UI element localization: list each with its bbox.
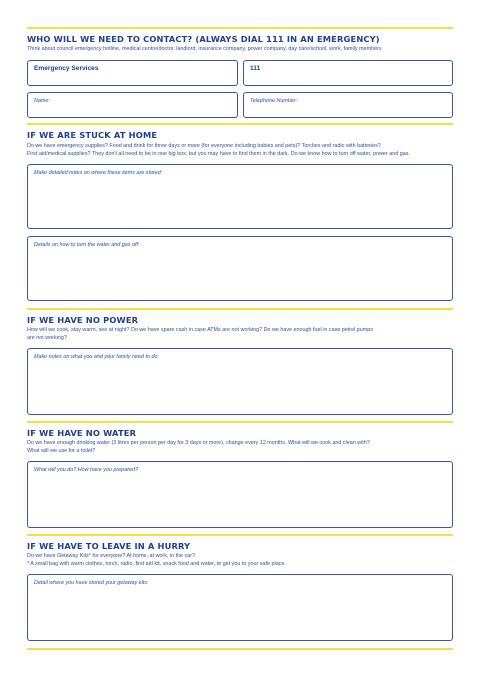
contact-phone-field[interactable] xyxy=(243,92,453,118)
divider-no-power xyxy=(27,308,453,310)
no-water-notes-label: What will you do? How have you prepared? xyxy=(34,467,138,473)
water-gas-notes-label: Details on how to turn the water and gas off: xyxy=(34,242,140,248)
no-water-line-2: What will we use for a toilet? xyxy=(27,448,96,454)
no-power-line-2: are not working? xyxy=(27,335,67,341)
water-gas-notes-field[interactable] xyxy=(27,236,453,301)
emergency-services-label: Emergency Services xyxy=(34,65,99,72)
leave-hurry-heading: IF WE HAVE TO LEAVE IN A HURRY xyxy=(27,541,191,551)
name-label: Name: xyxy=(34,98,50,104)
leave-hurry-line-1: Do we have Getaway Kits* for everyone? At home, at work, in the car? xyxy=(27,553,196,559)
getaway-kits-notes-field[interactable] xyxy=(27,574,453,641)
contact-intro: Think about council emergency hotline, medical centre/doctor, landlord, insurance company, power company, day care/school, work, family members xyxy=(27,46,382,52)
supplies-notes-field[interactable] xyxy=(27,164,453,229)
no-water-notes-field[interactable] xyxy=(27,461,453,528)
no-water-line-1: Do we have enough drinking water (3 litres per person per day for 3 days or more), change every 12 months. What will we cook and clean with? xyxy=(27,440,370,446)
bottom-divider xyxy=(27,648,453,650)
emergency-number-value: 111 xyxy=(250,65,261,72)
no-power-heading: IF WE HAVE NO POWER xyxy=(27,315,139,325)
top-divider xyxy=(27,27,453,29)
contact-heading: WHO WILL WE NEED TO CONTACT? (ALWAYS DIAL 111 IN AN EMERGENCY) xyxy=(27,34,380,44)
divider-no-water xyxy=(27,421,453,423)
getaway-kits-notes-label: Detail where you have stored your getaway kits: xyxy=(34,580,149,586)
stuck-home-line-1: Do we have emergency supplies? Food and drink for three days or more (for everyone including babies and pets)? Torches and radio with batteries? xyxy=(27,143,381,149)
stuck-home-heading: IF WE ARE STUCK AT HOME xyxy=(27,130,158,140)
no-power-line-1: How will we cook, stay warm, see at night? Do we have spare cash in case ATMs are not working? Do we have enough fuel in case petrol pumps xyxy=(27,327,373,333)
no-power-notes-label: Make notes on what you and your family need to do: xyxy=(34,354,159,360)
phone-label: Telephone Number: xyxy=(250,98,298,104)
emergency-services-field[interactable] xyxy=(27,60,238,86)
no-water-heading: IF WE HAVE NO WATER xyxy=(27,428,137,438)
no-power-notes-field[interactable] xyxy=(27,348,453,415)
divider-stuck-home xyxy=(27,123,453,125)
emergency-number-field[interactable] xyxy=(243,60,453,86)
leave-hurry-line-2: * A small bag with warm clothes, torch, radio, first aid kit, snack food and water, to get you to your safe place. xyxy=(27,561,286,567)
stuck-home-line-2: First aid/medical supplies? They don't all need to be in one big box, but you may have to find them in the dark. Do we know how to turn off water, power and gas. xyxy=(27,151,410,157)
divider-leave-hurry xyxy=(27,534,453,536)
contact-name-field[interactable] xyxy=(27,92,238,118)
supplies-notes-label: Make detailed notes on where these items are stored: xyxy=(34,170,163,176)
